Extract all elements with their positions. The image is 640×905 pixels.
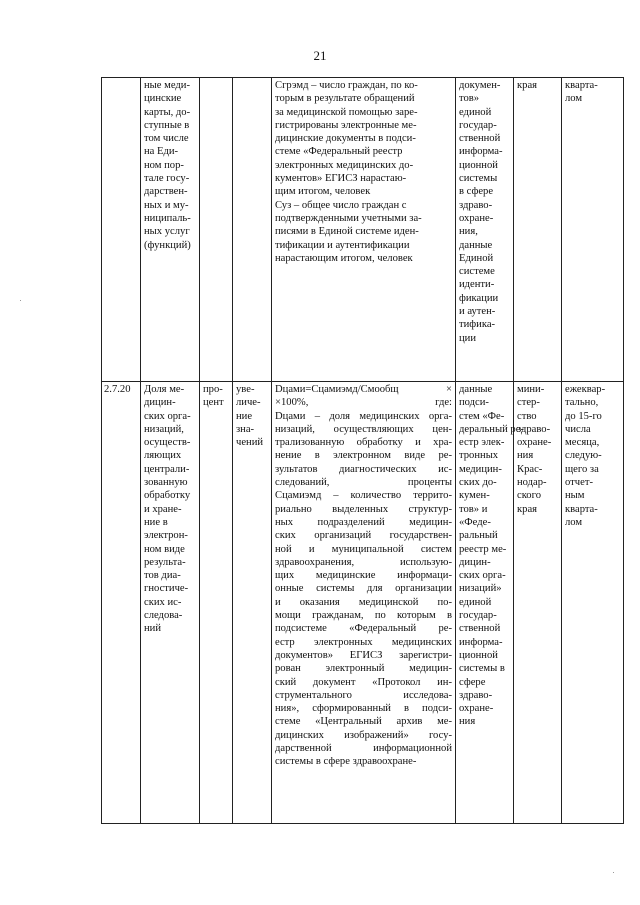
text-line: зованную — [144, 477, 188, 489]
text-line: ×100%, где: — [275, 397, 452, 409]
text-line: нение в электронном виде ре- — [275, 450, 452, 462]
text-line: документов» ЕГИСЗ зарегистри- — [275, 649, 452, 661]
text-line: в сфере — [459, 186, 494, 198]
text-line: государ- — [459, 610, 497, 622]
text-line: щих медицинские информаци- — [275, 570, 452, 582]
text-line: ние в — [144, 516, 168, 528]
text-line: тифика- — [459, 319, 496, 331]
table-row — [102, 382, 624, 824]
text-line: ным — [565, 490, 585, 502]
text-line: дарственной информационной — [275, 743, 452, 755]
text-line: реестр ме- — [459, 543, 507, 555]
text-line: стеме «Федеральный реестр — [275, 146, 403, 158]
text-line: ступные в — [144, 119, 190, 131]
text-line: тов диа- — [144, 570, 181, 582]
text-line: кумен- — [459, 490, 490, 502]
text-line: дицинских изображений» госу- — [275, 729, 452, 741]
text-line: ные меди- — [144, 80, 190, 91]
text-line: зна- — [236, 423, 255, 435]
text-line: ляющих — [144, 450, 182, 462]
text-line: месяца, — [565, 437, 600, 449]
text-line: и аутен- — [459, 306, 496, 318]
text-line: следований, проценты — [275, 477, 452, 489]
cell-data-source — [456, 78, 514, 382]
text-line: ственной — [459, 133, 501, 145]
text-line: личе- — [236, 397, 261, 409]
text-line: охране- — [517, 437, 552, 449]
text-line: системы — [459, 173, 498, 185]
cell-unit — [200, 382, 233, 824]
text-line: тов» и — [459, 503, 488, 515]
text-line: сфере — [459, 676, 486, 688]
text-line: нарастающим итогом, человек — [275, 252, 413, 264]
text-line: дицин- — [144, 397, 176, 409]
text-line: и хране- — [144, 503, 182, 515]
text-line: подси- — [459, 397, 489, 409]
text-line: тов» — [459, 93, 480, 105]
text-line: ских ис- — [144, 596, 182, 608]
text-line: щим итогом, человек — [275, 186, 371, 198]
text-line: гистрированы электронные ме- — [275, 119, 417, 131]
text-line: мини- — [517, 384, 545, 395]
text-line: следова- — [144, 610, 183, 622]
scan-speck — [613, 872, 614, 873]
text-line: охране- — [459, 703, 494, 715]
text-line: здраво- — [459, 689, 493, 701]
text-line: фикации — [459, 292, 499, 304]
text-line: цинские — [144, 93, 182, 105]
text-line: Доля ме- — [144, 384, 185, 395]
text-line: низаций» — [459, 583, 502, 595]
text-line: данные — [459, 384, 493, 395]
text-line: «Феде- — [459, 516, 491, 528]
text-line: ежеквар- — [565, 384, 606, 395]
text-line: данные — [459, 239, 493, 251]
text-line: следую- — [565, 450, 602, 462]
text-line: стем «Фе- — [459, 410, 505, 422]
text-line: карты, до- — [144, 106, 191, 118]
text-line: ского — [517, 490, 541, 502]
text-line: дарствен- — [144, 186, 188, 198]
text-line: электрон- — [144, 530, 188, 542]
text-line: про- — [203, 384, 223, 395]
text-line: рован электронный медицин- — [275, 663, 452, 675]
cell-responsible — [514, 78, 562, 382]
text-line: тификации и аутентификации — [275, 239, 410, 251]
text-line: Суз – общее число граждан с — [275, 199, 407, 211]
text-line: лом — [565, 93, 583, 105]
text-line: ния — [517, 450, 534, 462]
text-line: онные системы для организации — [275, 583, 452, 595]
text-line: за медицинской помощью заре- — [275, 106, 418, 118]
text-line: нодар- — [517, 477, 547, 489]
text-line: гностиче- — [144, 583, 189, 595]
text-line: тале госу- — [144, 173, 190, 185]
text-line: трализованную обработку и хра- — [275, 437, 452, 449]
text-line: квартa- — [565, 80, 598, 91]
text-line: струментального исследова- — [275, 689, 452, 701]
text-line: единой — [459, 106, 492, 118]
cell-number — [102, 78, 141, 382]
text-line: отчет- — [565, 477, 593, 489]
cell-period — [562, 78, 624, 382]
cell-indicator-name — [141, 382, 200, 824]
text-line: до 15-го — [565, 410, 602, 422]
text-line: Dцами=Сцамиэмд/Смообщ × — [275, 384, 452, 395]
cell-dynamics — [233, 382, 272, 824]
text-line: ном пор- — [144, 159, 184, 171]
text-line: стеме «Центральный архив ме- — [275, 716, 452, 728]
text-line: подсистеме «Федеральный ре- — [275, 623, 452, 635]
indicator-table — [101, 77, 624, 824]
text-line: края — [517, 503, 538, 515]
text-line: иденти- — [459, 279, 495, 291]
cell-number: 2.7.20 — [102, 382, 141, 824]
page-number: 21 — [313, 48, 327, 63]
text-line: ральный — [459, 530, 498, 542]
text-line: стер- — [517, 397, 540, 409]
text-line: государ- — [459, 119, 497, 131]
text-line: торым в результате обращений — [275, 93, 415, 105]
text-line: писями в Единой системе иден- — [275, 226, 419, 238]
text-line: медицин- — [459, 463, 502, 475]
text-line: ских организаций государствен- — [275, 530, 452, 542]
text-line: здравоохранения, использую- — [275, 556, 452, 568]
text-line: ских до- — [459, 477, 497, 489]
text-line: (функций) — [144, 239, 191, 251]
text-line: ной и муниципальной систем — [275, 543, 452, 555]
text-line: том числе — [144, 133, 189, 145]
text-line: ний — [144, 623, 162, 635]
cell-period — [562, 382, 624, 824]
text-line: зультатов диагностических ис- — [275, 463, 452, 475]
text-line: естр электронных медицинских — [275, 636, 452, 648]
cell-unit — [200, 78, 233, 382]
text-line: ственной — [459, 623, 501, 635]
text-line: охране- — [459, 212, 494, 224]
text-line: системе — [459, 266, 495, 278]
text-line: информа- — [459, 146, 503, 158]
text-line: числа — [565, 423, 591, 435]
cell-responsible — [514, 382, 562, 824]
text-line: подтвержденными учетными за- — [275, 212, 422, 224]
text-line: Единой — [459, 252, 494, 264]
text-line: Сцамиэмд – количество террито- — [275, 490, 452, 502]
cell-indicator-name — [141, 78, 200, 382]
text-line: централи- — [144, 463, 190, 475]
text-line: ных подразделений медицин- — [275, 516, 452, 528]
text-line: тально, — [565, 397, 599, 409]
text-line: ционной — [459, 159, 498, 171]
text-line: системы в — [459, 663, 505, 675]
text-line: здраво- — [517, 423, 551, 435]
text-line: ние — [236, 410, 253, 422]
text-line: Сгрэмд – число граждан, по ко- — [275, 80, 418, 91]
text-line: мощи гражданам, по которым в — [275, 610, 452, 622]
text-line: тронных — [459, 450, 499, 462]
text-line: здраво- — [459, 199, 493, 211]
text-line: квартa- — [565, 503, 598, 515]
cell-calculation-method — [272, 78, 456, 382]
text-line: чений — [236, 437, 264, 449]
table-row — [102, 78, 624, 382]
text-line: щего за — [565, 463, 599, 475]
text-line: информа- — [459, 636, 503, 648]
cell-data-source — [456, 382, 524, 824]
text-line: обработку — [144, 490, 191, 502]
text-line: единой — [459, 596, 492, 608]
text-line: дицин- — [459, 556, 491, 568]
scan-speck — [20, 300, 21, 301]
text-line: докумен- — [459, 80, 501, 91]
text-line: деральный ре- — [459, 423, 524, 435]
text-line: низаций, — [144, 423, 184, 435]
text-line: ский документ «Протокол ин- — [275, 676, 452, 688]
text-line: на Еди- — [144, 146, 179, 158]
cell-calculation-method — [272, 382, 456, 824]
text-line: ных услуг — [144, 226, 190, 238]
text-line: кументов» ЕГИСЗ нарастаю- — [275, 173, 407, 185]
cell-dynamics — [233, 78, 272, 382]
text-line: ство — [517, 410, 537, 422]
text-line: низаций, осуществляющих цен- — [275, 423, 452, 435]
text-line: края — [517, 80, 538, 91]
text-line: ния, — [459, 226, 478, 238]
text-line: ции — [459, 332, 477, 344]
text-line: лом — [565, 516, 583, 528]
text-line: ских орга- — [459, 570, 506, 582]
text-line: и оказания медицинской по- — [275, 596, 452, 608]
text-line: риально выделенных структур- — [275, 503, 452, 515]
text-line: Крас- — [517, 463, 543, 475]
text-line: ционной — [459, 649, 498, 661]
text-line: ниципаль- — [144, 212, 191, 224]
text-line: результа- — [144, 556, 186, 568]
text-line: осуществ- — [144, 437, 191, 449]
text-line: электронных медицинских до- — [275, 159, 414, 171]
text-line: Dцами – доля медицинских орга- — [275, 410, 452, 422]
text-line: цент — [203, 397, 224, 409]
text-line: дицинские документы в подси- — [275, 133, 416, 145]
text-line: уве- — [236, 384, 255, 395]
text-line: ских орга- — [144, 410, 191, 422]
text-line: ния — [459, 716, 476, 728]
text-line: естр элек- — [459, 437, 505, 449]
text-line: системы в сфере здравоохране- — [275, 756, 417, 768]
text-line: ния», сформированный в подси- — [275, 703, 452, 715]
text-line: ном виде — [144, 543, 185, 555]
text-line: ных и му- — [144, 199, 189, 211]
